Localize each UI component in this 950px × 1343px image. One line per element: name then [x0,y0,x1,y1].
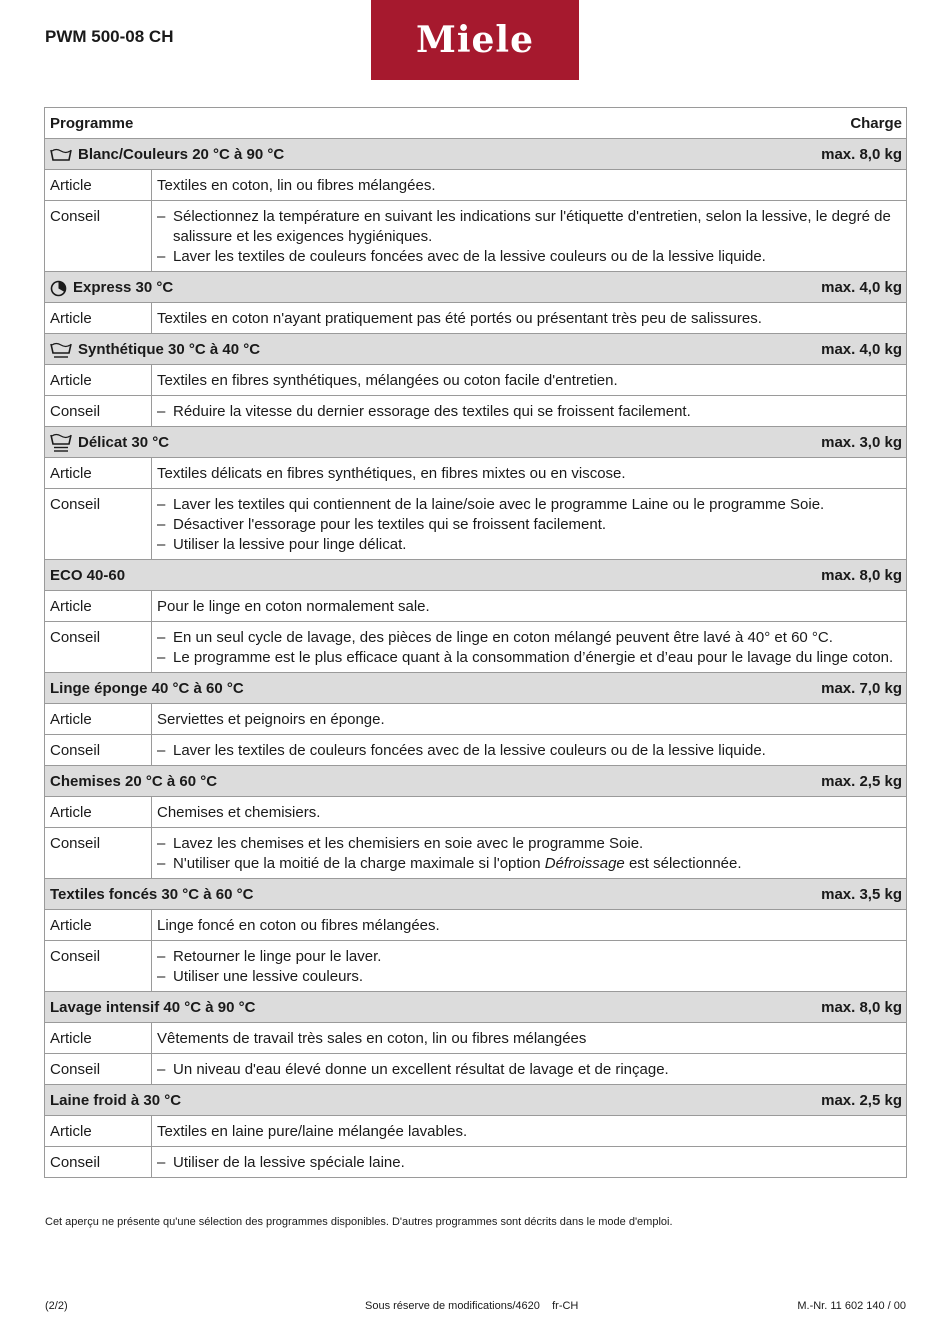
article-text: Chemises et chemisiers. [157,804,321,821]
footer-center: Sous réserve de modifications/4620 fr-CH [365,1300,579,1312]
conseil-row [45,621,906,672]
programme-name: Textiles foncés 30 °C à 60 °C [50,886,254,903]
programme-charge: max. 2,5 kg [821,773,902,790]
article-text: Vêtements de travail très sales en coton, lin ou fibres mélangées [157,1030,587,1047]
article-label: Article [45,797,152,827]
programme-charge: max. 8,0 kg [821,146,902,163]
conseil-row [45,488,906,559]
tip-item [157,207,902,247]
tip-text: Sélectionnez la température en suivant les indications sur l'étiquette d'entretien, selon la lessive, le degré de salissure et les exigences hygiéniques. [173,208,891,245]
programme-charge: max. 8,0 kg [821,567,902,584]
programme-charge: max. 3,0 kg [821,434,902,451]
conseil-row [45,734,906,765]
col-programme: Programme [50,115,134,132]
page-number: (2/2) [45,1300,68,1312]
article-text: Linge foncé en coton ou fibres mélangées. [157,917,440,934]
table-header [45,108,906,138]
programme-name: Blanc/Couleurs 20 °C à 90 °C [78,146,285,163]
programme-name-cell [50,433,169,453]
programme-charge: max. 2,5 kg [821,1092,902,1109]
programme-row [45,333,906,364]
article-row [45,1022,906,1053]
programme-name: Synthétique 30 °C à 40 °C [78,341,261,358]
conseil-label: Conseil [45,1054,152,1084]
programme-charge: max. 7,0 kg [821,680,902,697]
brand-logo-text: Miele [415,19,534,61]
conseil-tips [152,1147,906,1177]
article-row [45,796,906,827]
tip-dash: – [157,516,166,533]
article-label: Article [45,910,152,940]
programme-row [45,878,906,909]
article-label: Article [45,591,152,621]
tip-item [157,854,902,874]
article-label: Article [45,704,152,734]
article-label: Article [45,170,152,200]
conseil-tips [152,941,906,991]
programme-charge: max. 4,0 kg [821,341,902,358]
programme-name-cell [50,340,260,360]
tip-dash: – [157,496,166,513]
conseil-tips [152,489,906,559]
article-text: Pour le linge en coton normalement sale. [157,598,430,615]
tip-text: Utiliser une lessive couleurs. [173,968,364,985]
conseil-row [45,200,906,271]
article-text: Serviettes et peignoirs en éponge. [157,711,385,728]
programme-name: Chemises 20 °C à 60 °C [50,773,218,790]
conseil-label: Conseil [45,201,152,271]
programme-name: ECO 40-60 [50,567,126,584]
programme-row [45,559,906,590]
programme-row [45,138,906,169]
programme-name-cell [50,566,125,586]
tip-item [157,947,902,967]
programme-name-cell [50,679,244,699]
tip-item [157,834,902,854]
conseil-label: Conseil [45,489,152,559]
conseil-label: Conseil [45,1147,152,1177]
tip-item [157,741,902,761]
conseil-label: Conseil [45,396,152,426]
tip-dash: – [157,208,166,225]
col-charge: Charge [850,115,902,132]
programme-row [45,1084,906,1115]
article-row [45,1115,906,1146]
conseil-tips [152,1054,906,1084]
programme-name: Linge éponge 40 °C à 60 °C [50,680,244,697]
tip-text: Réduire la vitesse du dernier essorage des textiles qui se froissent facilement. [173,403,691,420]
programme-row [45,991,906,1022]
article-row [45,703,906,734]
tip-text: Retourner le linge pour le laver. [173,948,382,965]
tip-dash: – [157,536,166,553]
article-row [45,909,906,940]
programme-charge: max. 4,0 kg [821,279,902,296]
tip-text: Lavez les chemises et les chemisiers en soie avec le programme Soie. [173,835,644,852]
programme-row [45,672,906,703]
article-label: Article [45,1023,152,1053]
tip-dash: – [157,403,166,420]
tip-item [157,1153,902,1173]
programme-row [45,426,906,457]
tip-text: Utiliser de la lessive spéciale laine. [173,1154,405,1171]
conseil-label: Conseil [45,622,152,672]
tip-item [157,628,902,648]
footnote: Cet aperçu ne présente qu'une sélection des programmes disponibles. D'autres programmes sont décrits dans le mode d'emploi. [45,1216,673,1228]
tub-double-underline-icon [50,433,78,453]
programme-name: Laine froid à 30 °C [50,1092,182,1109]
conseil-tips [152,396,906,426]
timer-icon [50,280,73,297]
tip-dash: – [157,855,166,872]
article-label: Article [45,458,152,488]
tip-item [157,495,902,515]
footer-ref: M.-Nr. 11 602 140 / 00 [797,1300,906,1312]
article-row [45,457,906,488]
article-text: Textiles en fibres synthétiques, mélangées ou coton facile d'entretien. [157,372,618,389]
tip-item [157,967,902,987]
tip-dash: – [157,968,166,985]
programme-charge: max. 8,0 kg [821,999,902,1016]
programme-charge: max. 3,5 kg [821,886,902,903]
brand-logo [371,0,579,80]
conseil-row [45,940,906,991]
tip-item [157,402,902,422]
tip-dash: – [157,1154,166,1171]
article-row [45,302,906,333]
programme-name-cell [50,145,284,165]
programme-name-cell [50,1091,181,1111]
article-text: Textiles délicats en fibres synthétiques, en fibres mixtes ou en viscose. [157,465,626,482]
programme-table [44,107,907,1178]
tip-text: Le programme est le plus efficace quant à la consommation d’énergie et d’eau pour le lavage du linge coton. [173,649,894,666]
tip-dash: – [157,248,166,265]
article-text: Textiles en laine pure/laine mélangée lavables. [157,1123,468,1140]
tip-text: Laver les textiles de couleurs foncées avec de la lessive couleurs ou de la lessive liquide. [173,742,766,759]
model-title: PWM 500-08 CH [45,27,174,46]
article-text: Textiles en coton n'ayant pratiquement pas été portés ou présentant très peu de salissures. [157,310,762,327]
tip-item [157,515,902,535]
conseil-label: Conseil [45,828,152,878]
article-label: Article [45,303,152,333]
tip-item [157,1060,902,1080]
tip-text: N'utiliser que la moitié de la charge maximale si l'option Défroissage est sélectionnée. [173,855,742,872]
conseil-row [45,1146,906,1177]
tip-item [157,648,902,668]
tip-dash: – [157,629,166,646]
conseil-row [45,1053,906,1084]
tub-icon [50,147,78,163]
article-text: Textiles en coton, lin ou fibres mélangées. [157,177,436,194]
tub-underline-icon [50,341,78,359]
conseil-tips [152,828,906,878]
tip-text: Laver les textiles qui contiennent de la laine/soie avec le programme Laine ou le programme Soie. [173,496,825,513]
programme-row [45,765,906,796]
conseil-label: Conseil [45,941,152,991]
tip-dash: – [157,835,166,852]
conseil-label: Conseil [45,735,152,765]
programme-name-cell [50,772,217,792]
article-row [45,364,906,395]
conseil-row [45,395,906,426]
programme-row [45,271,906,302]
programme-name: Express 30 °C [73,279,174,296]
tip-text: Utiliser la lessive pour linge délicat. [173,536,407,553]
tip-item [157,247,902,267]
tip-text: En un seul cycle de lavage, des pièces de linge en coton mélangé peuvent être lavé à 40° et 60 °C. [173,629,833,646]
tip-text: Laver les textiles de couleurs foncées avec de la lessive couleurs ou de la lessive liquide. [173,248,766,265]
conseil-row [45,827,906,878]
tip-text: Désactiver l'essorage pour les textiles qui se froissent facilement. [173,516,607,533]
tip-dash: – [157,649,166,666]
programme-name: Lavage intensif 40 °C à 90 °C [50,999,256,1016]
tip-dash: – [157,742,166,759]
tip-dash: – [157,1061,166,1078]
programme-name-cell [50,278,173,298]
article-label: Article [45,1116,152,1146]
conseil-tips [152,735,906,765]
tip-item [157,535,902,555]
conseil-tips [152,622,906,672]
article-row [45,590,906,621]
conseil-tips [152,201,906,271]
article-label: Article [45,365,152,395]
article-row [45,169,906,200]
tip-text: Un niveau d'eau élevé donne un excellent résultat de lavage et de rinçage. [173,1061,669,1078]
programme-name-cell [50,885,253,905]
programme-name-cell [50,998,255,1018]
programme-name: Délicat 30 °C [78,434,170,451]
tip-dash: – [157,948,166,965]
